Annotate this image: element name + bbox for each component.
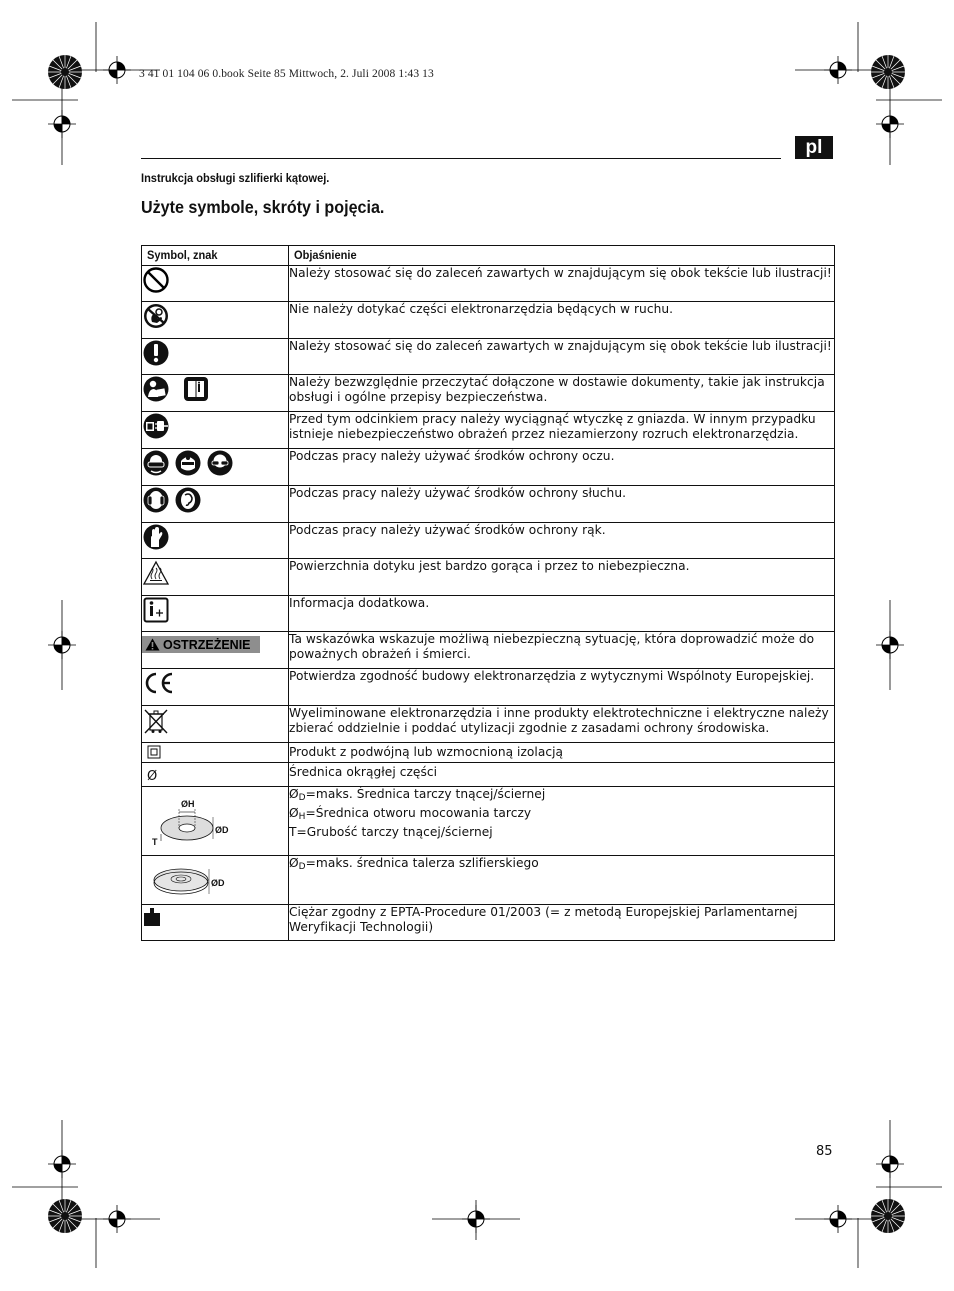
column-header-symbol: Symbol, znak xyxy=(142,246,289,266)
table-row xyxy=(142,559,835,596)
ce-mark-icon xyxy=(142,669,176,697)
disc-label-oh: ØH xyxy=(181,799,195,809)
pad-label-od: ØD xyxy=(211,878,225,888)
table-row xyxy=(142,486,835,523)
warning-triangle-icon xyxy=(145,638,160,651)
warning-badge-label: OSTRZEŻENIE xyxy=(163,637,251,652)
explanation-text: Nie należy dotykać części elektronarzędzia będących w ruchu. xyxy=(289,302,835,339)
explanation-text: Potwierdza zgodność budowy elektronarzędzia z wytycznymi Wspólnoty Europejskiej. xyxy=(289,669,835,706)
explanation-text: Podczas pracy należy używać środków ochrony rąk. xyxy=(289,523,835,559)
explanation-text: Powierzchnia dotyku jest bardzo gorąca i przez to niebezpieczna. xyxy=(289,559,835,596)
table-row xyxy=(142,302,835,339)
explanation-text: Podczas pracy należy używać środków ochrony oczu. xyxy=(289,449,835,486)
explanation-text: Średnica okrągłej części xyxy=(289,763,835,787)
explanation-text xyxy=(289,787,835,856)
page-number: 85 xyxy=(816,1144,833,1159)
ear-plug-icon xyxy=(174,486,202,514)
explanation-text: Należy stosować się do zaleceń zawartych w znajdującym się obok tekście lub ilustracji! xyxy=(289,266,835,302)
table-row xyxy=(142,856,835,905)
definition-line-oh: $Ø_H=Średnica$ otworu mocowania tarczy xyxy=(289,806,532,822)
column-header-explanation: Objaśnienie xyxy=(289,246,835,266)
explanation-text xyxy=(289,856,835,905)
mandatory-exclamation-icon xyxy=(142,339,170,367)
explanation-text: Produkt z podwójną lub wzmocnioną izolacją xyxy=(289,743,835,763)
table-row xyxy=(142,449,835,486)
explanation-text: Ciężar zgodny z EPTA-Procedure 01/2003 (= z metodą Europejskiej Parlamentarnej Weryfikacji Technologii) xyxy=(289,905,835,941)
explanation-text: Informacja dodatkowa. xyxy=(289,596,835,632)
diameter-symbol: Ø xyxy=(147,769,158,784)
manual-book-icon xyxy=(182,375,210,403)
table-row xyxy=(142,743,835,763)
table-row xyxy=(142,669,835,706)
table-row xyxy=(142,596,835,632)
file-info-header: 3 41 01 104 06 0.book Seite 85 Mittwoch, 2. Juli 2008 1:43 13 xyxy=(139,68,434,80)
section-title: Użyte symbole, skróty i pojęcia. xyxy=(141,197,385,217)
prohibition-icon xyxy=(142,266,170,294)
header-rule xyxy=(141,158,781,159)
language-tab: pl xyxy=(795,136,833,159)
table-row xyxy=(142,763,835,787)
symbols-table xyxy=(141,245,835,941)
unplug-icon xyxy=(142,412,170,440)
goggles-icon xyxy=(142,449,170,477)
gloves-icon xyxy=(142,523,170,551)
explanation-text: Ta wskazówka wskazuje możliwą niebezpieczną sytuację, która doprowadzić może do poważnych obrażeń i śmierci. xyxy=(289,632,835,669)
table-row xyxy=(142,412,835,449)
explanation-text: Należy bezwzględnie przeczytać dołączone w dostawie dokumenty, takie jak instrukcja obsługi i ogólne przepisy bezpieczeństwa. xyxy=(289,375,835,412)
table-row xyxy=(142,706,835,743)
explanation-text: Przed tym odcinkiem pracy należy wyciągnąć wtyczkę z gniazda. W innym przypadku istnieje niebezpieczeństwo obrażeń przez niezamierzony rozruch elektronarzędzia. xyxy=(289,412,835,449)
table-row xyxy=(142,375,835,412)
table-header-row xyxy=(142,246,835,266)
safety-glasses-icon xyxy=(206,449,234,477)
explanation-text: Wyeliminowane elektronarzędzia i inne produkty elektrotechniczne i elektryczne należy zbierać oddzielnie i poddać utylizacji zgodnie z zasadami ochrony środowiska. xyxy=(289,706,835,743)
disc-label-t: T xyxy=(152,837,158,847)
face-shield-icon xyxy=(174,449,202,477)
table-row xyxy=(142,787,835,856)
table-row xyxy=(142,905,835,941)
disc-dimensions-diagram xyxy=(147,793,229,849)
table-row xyxy=(142,266,835,302)
double-insulation-icon xyxy=(147,745,161,759)
table-row xyxy=(142,632,835,669)
info-icon xyxy=(142,596,170,624)
ear-muffs-icon xyxy=(142,486,170,514)
weight-icon xyxy=(142,905,162,927)
definition-line-od: $Ø_D=maks$. Średnica tarczy tnącej/ściernej xyxy=(289,787,546,803)
backing-pad-diagram xyxy=(147,860,229,898)
definition-line-od: $Ø_D=maks$. średnica talerza szlifierskiego xyxy=(289,856,539,872)
disc-label-od: ØD xyxy=(215,825,229,835)
no-touch-moving-parts-icon xyxy=(142,302,170,330)
explanation-text: Podczas pracy należy używać środków ochrony słuchu. xyxy=(289,486,835,523)
table-row xyxy=(142,339,835,375)
document-subtitle: Instrukcja obsługi szlifierki kątowej. xyxy=(141,171,330,185)
hot-surface-icon xyxy=(142,559,170,587)
explanation-text: Należy stosować się do zaleceń zawartych w znajdującym się obok tekście lub ilustracji! xyxy=(289,339,835,375)
warning-badge xyxy=(142,636,260,653)
definition-line-t: T=Grubość tarczy tnącej/ściernej xyxy=(289,825,493,839)
read-manual-icon xyxy=(142,375,170,403)
table-row xyxy=(142,523,835,559)
weee-bin-icon xyxy=(142,706,170,736)
